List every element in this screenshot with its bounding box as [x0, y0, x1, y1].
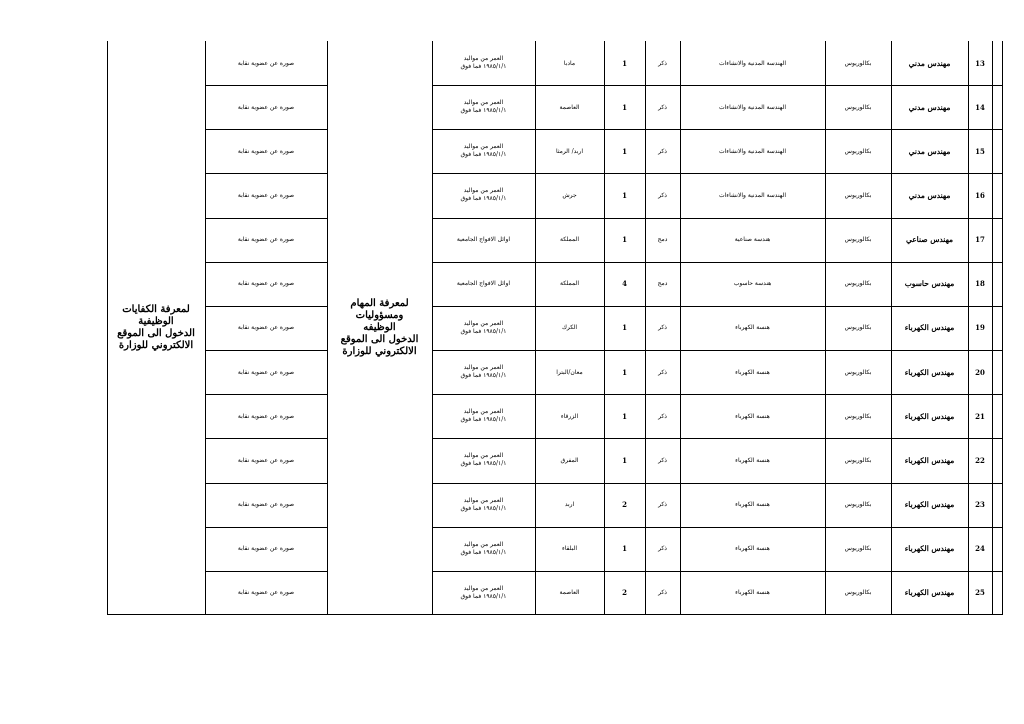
- condition-line-1: العمر من مواليد: [463, 364, 504, 372]
- row-divider: [432, 350, 1002, 351]
- condition-line-1: العمر من مواليد: [463, 187, 504, 195]
- title-cell: مهندس الكهرباء: [904, 411, 955, 421]
- row-divider: [432, 129, 1002, 130]
- gender-cell: ذكر: [658, 501, 667, 508]
- title-cell: مهندس الكهرباء: [904, 500, 955, 509]
- condition-line-1: العمر من مواليد: [463, 55, 504, 62]
- title-cell: مهندس مدني: [908, 190, 951, 200]
- specialty-cell: هندسة صناعية: [734, 236, 771, 244]
- tasks-line: الوظيفه: [363, 322, 396, 333]
- num-cell: 17: [975, 235, 985, 245]
- location-cell: المملكة: [560, 280, 579, 288]
- row-divider: [205, 571, 327, 572]
- gender-cell: ذكر: [658, 147, 667, 155]
- condition-line-1: العمر من مواليد: [463, 408, 504, 416]
- row-divider: [432, 394, 1002, 395]
- specialty-cell: هنسة الكهرباء: [735, 545, 770, 553]
- docs-cell: صورة عن عضوية نقابة: [237, 589, 295, 597]
- condition-line-2: ١٩٨٥/١/١ فما فوق: [460, 63, 507, 70]
- row-divider: [205, 350, 327, 351]
- location-cell: معان/البترا: [556, 368, 583, 376]
- column-divider: [968, 41, 969, 615]
- count-cell: 1: [622, 411, 627, 421]
- gender-cell: ذكر: [658, 589, 667, 597]
- gender-cell: ذكر: [658, 324, 667, 332]
- condition-cell: [432, 394, 535, 438]
- specialty-cell: الهندسة المدنية والانشاءات: [718, 103, 787, 111]
- count-cell: 1: [622, 190, 627, 200]
- jobs-table: [107, 41, 1003, 615]
- degree-cell: بكالوريوس: [844, 191, 872, 199]
- row-divider: [205, 394, 327, 395]
- condition-cell: [432, 85, 535, 129]
- specialty-cell: الهندسة المدنية والانشاءات: [718, 191, 787, 199]
- condition-line-2: ١٩٨٥/١/١ فما فوق: [460, 548, 507, 556]
- column-divider: [1002, 41, 1003, 615]
- specialty-cell: هنسة الكهرباء: [735, 412, 770, 420]
- row-divider: [432, 306, 1002, 307]
- table-row: [107, 394, 1003, 438]
- docs-cell: صورة عن عضوية نقابة: [237, 456, 295, 464]
- condition-line-2: ١٩٨٥/١/١ فما فوق: [460, 372, 507, 380]
- count-cell: 1: [622, 58, 627, 68]
- table-row: [107, 438, 1003, 482]
- tasks-line: الالكتروني للوزارة: [342, 346, 417, 357]
- docs-cell: صورة عن عضوية نقابة: [237, 324, 295, 332]
- count-cell: 1: [622, 455, 627, 465]
- num-cell: 15: [975, 146, 985, 156]
- row-divider: [432, 173, 1002, 174]
- condition-cell: [432, 218, 535, 262]
- condition-cell: [432, 571, 535, 615]
- tasks-line: لمعرفة المهام ومسؤوليات: [350, 298, 409, 321]
- table-row: [107, 306, 1003, 350]
- location-cell: العاصمة: [559, 103, 580, 111]
- condition-cell: [432, 306, 535, 350]
- docs-cell: صورة عن عضوية نقابة: [237, 280, 295, 288]
- docs-cell: صورة عن عضوية نقابة: [237, 368, 295, 376]
- docs-cell: صورة عن عضوية نقابة: [237, 236, 295, 244]
- title-cell: مهندس الكهرباء: [904, 588, 955, 598]
- row-divider: [432, 262, 1002, 263]
- degree-cell: بكالوريوس: [844, 103, 872, 111]
- column-divider: [645, 41, 646, 615]
- row-divider: [205, 129, 327, 130]
- row-divider: [432, 218, 1002, 219]
- condition-line-2: ١٩٨٥/١/١ فما فوق: [460, 107, 507, 115]
- count-cell: 2: [622, 500, 627, 509]
- condition-cell: [432, 41, 535, 85]
- location-cell: اربد/ الرمثا: [556, 147, 583, 155]
- row-divider: [205, 306, 327, 307]
- num-cell: 21: [975, 411, 985, 421]
- condition-line-1: العمر من مواليد: [463, 540, 504, 548]
- docs-cell: صورة عن عضوية نقابة: [237, 501, 295, 508]
- num-cell: 16: [975, 190, 985, 200]
- location-cell: الزرقاء: [560, 412, 579, 420]
- row-divider: [432, 527, 1002, 528]
- title-cell: مهندس الكهرباء: [904, 455, 955, 465]
- degree-cell: بكالوريوس: [844, 324, 872, 332]
- table-row: [107, 262, 1003, 306]
- location-cell: العاصمة: [559, 589, 580, 597]
- count-cell: 1: [622, 102, 627, 112]
- condition-line-2: ١٩٨٥/١/١ فما فوق: [460, 151, 507, 159]
- column-divider: [992, 41, 993, 615]
- condition-line-1: العمر من مواليد: [463, 496, 504, 504]
- docs-cell: صورة عن عضوية نقابة: [237, 545, 295, 553]
- column-divider: [604, 41, 605, 615]
- competencies-line: لمعرفة الكفايات الوظيفية: [122, 304, 190, 327]
- table-row: [107, 85, 1003, 129]
- title-cell: مهندس مدني: [908, 102, 951, 112]
- degree-cell: بكالوريوس: [844, 589, 872, 597]
- condition-line-2: ١٩٨٥/١/١ فما فوق: [460, 327, 507, 335]
- condition-cell: [432, 483, 535, 527]
- condition-line-1: العمر من مواليد: [463, 452, 504, 460]
- num-cell: 18: [975, 279, 985, 289]
- row-divider: [205, 483, 327, 484]
- title-cell: مهندس الكهرباء: [904, 544, 955, 554]
- count-cell: 1: [622, 323, 627, 333]
- specialty-cell: هنسة الكهرباء: [735, 501, 770, 508]
- condition-line-2: ١٩٨٥/١/١ فما فوق: [460, 460, 507, 468]
- competencies-line: الالكتروني للوزارة: [118, 340, 194, 351]
- gender-cell: دمج: [657, 236, 668, 244]
- title-cell: مهندس حاسوب: [904, 279, 955, 289]
- condition-cell: [432, 527, 535, 571]
- degree-cell: بكالوريوس: [844, 545, 872, 553]
- count-cell: 1: [622, 367, 627, 377]
- condition-line-1: اوائل الافواج الجامعية: [456, 279, 511, 287]
- row-divider: [432, 85, 1002, 86]
- specialty-cell: هنسة الكهرباء: [735, 589, 770, 597]
- condition-line-1: اوائل الافواج الجامعية: [456, 235, 511, 243]
- gender-cell: ذكر: [658, 368, 667, 376]
- specialty-cell: الهندسة المدنية والانشاءات: [718, 59, 787, 67]
- location-cell: الكرك: [561, 324, 578, 332]
- num-cell: 13: [975, 58, 985, 68]
- condition-line-2: ١٩٨٥/١/١ فما فوق: [460, 592, 507, 600]
- docs-cell: صورة عن عضوية نقابة: [237, 147, 295, 155]
- condition-cell: [432, 350, 535, 394]
- condition-cell: [432, 438, 535, 482]
- count-cell: 1: [622, 544, 627, 554]
- num-cell: 24: [975, 544, 985, 554]
- docs-cell: صورة عن عضوية نقابة: [237, 412, 295, 420]
- column-divider: [825, 41, 826, 615]
- num-cell: 14: [975, 102, 985, 112]
- gender-cell: ذكر: [658, 456, 667, 464]
- condition-line-2: ١٩٨٥/١/١ فما فوق: [460, 195, 507, 203]
- column-divider: [205, 41, 206, 615]
- title-cell: مهندس الكهرباء: [904, 323, 955, 333]
- condition-line-1: العمر من مواليد: [463, 99, 504, 107]
- gender-cell: دمج: [657, 280, 668, 288]
- specialty-cell: هنسة الكهرباء: [735, 456, 770, 464]
- degree-cell: بكالوريوس: [844, 280, 872, 288]
- count-cell: 2: [622, 588, 627, 598]
- docs-cell: صورة عن عضوية نقابة: [237, 103, 295, 111]
- condition-cell: [432, 262, 535, 306]
- condition-line-1: العمر من مواليد: [463, 143, 504, 151]
- column-divider: [535, 41, 536, 615]
- specialty-cell: هنسة الكهرباء: [735, 324, 770, 332]
- location-cell: مادبا: [563, 59, 576, 67]
- row-divider: [432, 571, 1002, 572]
- table-row: [107, 527, 1003, 571]
- num-cell: 25: [975, 588, 985, 598]
- degree-cell: بكالوريوس: [844, 412, 872, 420]
- condition-line-1: العمر من مواليد: [463, 584, 504, 592]
- tasks-line: الدخول الى الموقع: [340, 334, 419, 345]
- count-cell: 4: [622, 279, 627, 289]
- degree-cell: بكالوريوس: [844, 59, 872, 67]
- specialty-cell: هنسة الكهرباء: [735, 368, 770, 376]
- title-cell: مهندس صناعي: [905, 235, 954, 245]
- count-cell: 1: [622, 146, 627, 156]
- table-row: [107, 218, 1003, 262]
- degree-cell: بكالوريوس: [844, 147, 872, 155]
- row-divider: [432, 438, 1002, 439]
- table-row: [107, 571, 1003, 615]
- table-row: [107, 350, 1003, 394]
- row-divider: [205, 85, 327, 86]
- condition-line-1: العمر من مواليد: [463, 319, 504, 327]
- table-row: [107, 483, 1003, 527]
- num-cell: 23: [975, 500, 985, 509]
- row-divider: [205, 262, 327, 263]
- gender-cell: ذكر: [658, 103, 667, 111]
- row-divider: [432, 483, 1002, 484]
- table-row: [107, 173, 1003, 217]
- degree-cell: بكالوريوس: [844, 501, 872, 508]
- specialty-cell: هندسة حاسوب: [733, 280, 772, 288]
- degree-cell: بكالوريوس: [844, 456, 872, 464]
- title-cell: مهندس مدني: [908, 58, 951, 68]
- row-divider: [205, 173, 327, 174]
- competencies-line: الدخول الى الموقع: [117, 328, 195, 339]
- location-cell: جرش: [562, 191, 577, 199]
- location-cell: البلقاء: [562, 545, 577, 553]
- row-divider: [205, 527, 327, 528]
- title-cell: مهندس الكهرباء: [904, 367, 955, 377]
- column-divider: [107, 41, 108, 615]
- docs-cell: صورة عن عضوية نقابة: [237, 191, 295, 199]
- table-bottom-border: [107, 614, 1003, 615]
- row-divider: [205, 438, 327, 439]
- location-cell: المملكة: [560, 236, 579, 244]
- num-cell: 19: [975, 323, 985, 333]
- condition-line-2: ١٩٨٥/١/١ فما فوق: [460, 416, 507, 424]
- column-divider: [891, 41, 892, 615]
- degree-cell: بكالوريوس: [844, 236, 872, 244]
- title-cell: مهندس مدني: [908, 146, 951, 156]
- gender-cell: ذكر: [658, 59, 667, 67]
- column-divider: [680, 41, 681, 615]
- table-row: [107, 41, 1003, 85]
- num-cell: 20: [975, 367, 985, 377]
- row-divider: [205, 218, 327, 219]
- docs-cell: صورة عن عضوية نقابة: [237, 59, 295, 67]
- column-divider: [432, 41, 433, 615]
- condition-cell: [432, 129, 535, 173]
- num-cell: 22: [975, 455, 985, 465]
- degree-cell: بكالوريوس: [844, 368, 872, 376]
- table-row: [107, 129, 1003, 173]
- location-cell: المفرق: [560, 456, 579, 464]
- gender-cell: ذكر: [658, 412, 667, 420]
- condition-cell: [432, 173, 535, 217]
- column-divider: [327, 41, 328, 615]
- location-cell: اربد: [564, 501, 575, 508]
- gender-cell: ذكر: [658, 545, 667, 553]
- specialty-cell: الهندسة المدنية والانشاءات: [718, 147, 787, 155]
- condition-line-2: ١٩٨٥/١/١ فما فوق: [460, 504, 507, 512]
- gender-cell: ذكر: [658, 191, 667, 199]
- count-cell: 1: [622, 235, 627, 245]
